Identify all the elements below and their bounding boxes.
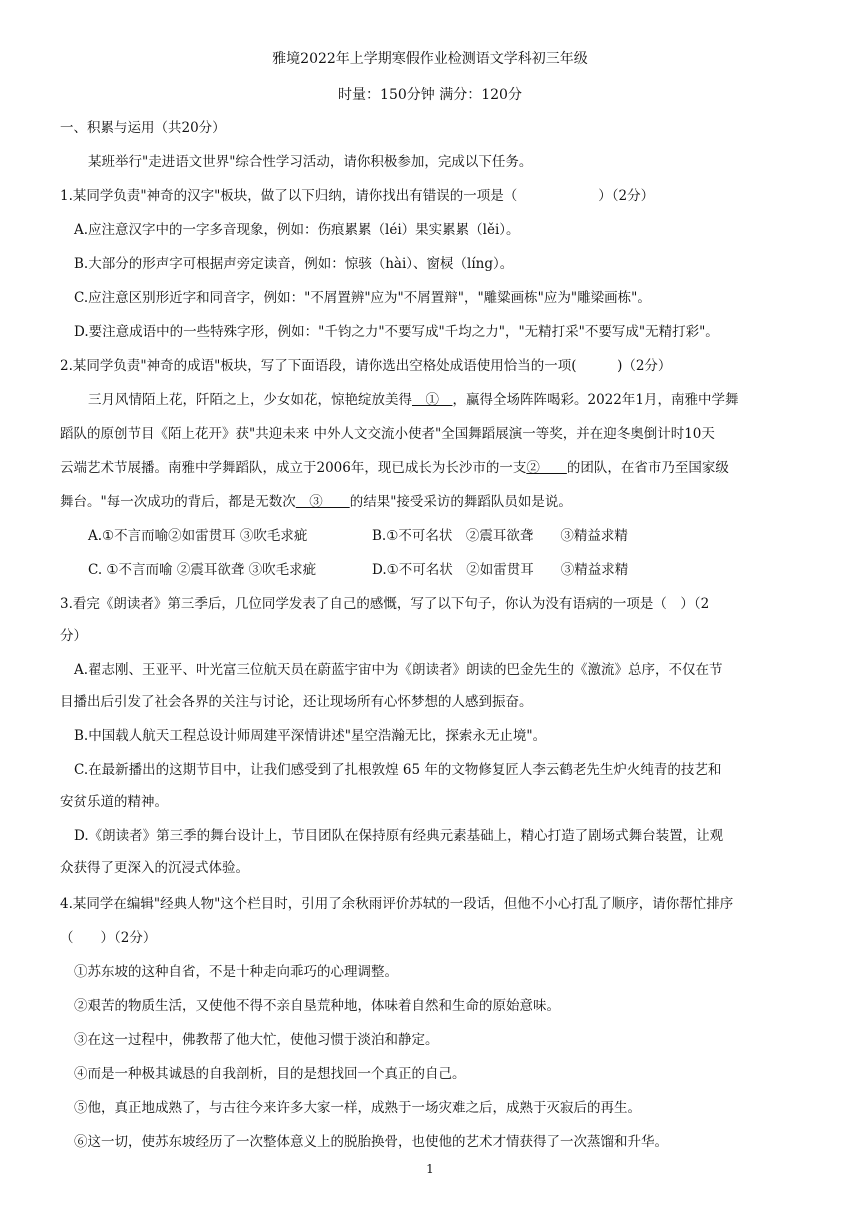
question-2-option-d: D.①不可名状 ②如雷贯耳 ③精益求精	[372, 562, 629, 578]
exam-time-score: 时量：150分钟 满分：120分	[338, 87, 522, 103]
exam-title: 雅境2022年上学期寒假作业检测语文学科初三年级	[272, 51, 588, 67]
question-2-passage-line-4	[60, 492, 800, 512]
page-number: 1	[426, 1162, 434, 1176]
question-1-option-c: C.应注意区别形近字和同音字，例如："不屑置辨"应为"不屑置辩"，"雕粱画栋"应为"雕梁画栋"。	[74, 290, 651, 306]
question-4-stem: 4.某同学在编辑"经典人物"这个栏目时，引用了余秋雨评价苏轼的一段话，但他不小心打乱了顺序，请你帮忙排序	[60, 896, 734, 912]
question-4-sentence-5: ⑤他，真正地成熟了，与古往今来许多大家一样，成熟于一场灾难之后，成熟于灭寂后的再生。	[74, 1100, 641, 1116]
question-4-sentence-2: ②艰苦的物质生活，又使他不得不亲自垦荒种地，体味着自然和生命的原始意味。	[74, 998, 560, 1014]
question-3-option-a-cont: 目播出后引发了社会各界的关注与讨论，还让现场所有心怀梦想的人感到振奋。	[60, 694, 533, 710]
question-4-sentence-6: ⑥这一切，使苏东坡经历了一次整体意义上的脱胎换骨，也使他的艺术才情获得了一次蒸馏和升华。	[74, 1134, 668, 1150]
passage-text: 的结果"接受采访的舞蹈队员如是说。	[349, 494, 572, 510]
blank-1: ①	[412, 392, 453, 408]
question-2-option-a: A.①不言而喻②如雷贯耳 ③吹毛求疵	[88, 528, 308, 544]
question-2-stem: 2.某同学负责"神奇的成语"板块，写了下面语段，请你选出空格处成语使用恰当的一项( )（2分）	[60, 358, 672, 374]
question-2-passage-line-1	[88, 390, 800, 410]
question-4-sentence-1: ①苏东坡的这种自省，不是十种走向乖巧的心理调整。	[74, 964, 398, 980]
question-3-option-c: C.在最新播出的这期节目中，让我们感受到了扎根敦煌 65 年的文物修复匠人李云鹤老先生炉火纯青的技艺和	[74, 762, 722, 778]
passage-text: ，赢得全场阵阵喝彩。2022年1月，南雅中学舞	[452, 392, 739, 408]
question-2-options-row-1	[88, 526, 800, 546]
question-4-stem-cont: （ ）（2分）	[60, 930, 157, 946]
question-2-option-c: C. ①不言而喻 ②震耳欲聋 ③吹毛求疵	[88, 562, 317, 578]
question-3-option-a: A.翟志刚、王亚平、叶光富三位航天员在蔚蓝宇宙中为《朗读者》朗读的巴金先生的《激流》总序，不仅在节	[74, 662, 723, 678]
question-1-option-a: A.应注意汉字中的一字多音现象，例如：伤痕累累（léi）果实累累（lěi）。	[74, 222, 520, 238]
blank-3: ③	[295, 494, 350, 510]
question-3-option-d: D.《朗读者》第三季的舞台设计上，节目团队在保持原有经典元素基础上，精心打造了剧场式舞台装置，让观	[74, 828, 724, 844]
blank-2: ②	[526, 460, 567, 476]
section-intro: 某班举行"走进语文世界"综合性学习活动，请你积极参加，完成以下任务。	[88, 154, 533, 170]
question-1-option-d: D.要注意成语中的一些特殊字形，例如："千钧之力"不要写成"千均之力"，"无精打采"不要写成"无精打彩"。	[74, 324, 719, 340]
passage-text: 三月风情陌上花，阡陌之上，少女如花，惊艳绽放美得	[88, 392, 412, 408]
question-2-passage-line-3	[60, 458, 800, 478]
question-3-stem: 3.看完《朗读者》第三季后，几位同学发表了自己的感慨，写了以下句子，你认为没有语病的一项是（ ）（2	[60, 596, 710, 612]
question-3-option-d-cont: 众获得了更深入的沉浸式体验。	[60, 860, 249, 876]
question-4-sentence-3: ③在这一过程中，佛教帮了他大忙，使他习惯于淡泊和静定。	[74, 1032, 439, 1048]
question-3-option-b: B.中国载人航天工程总设计师周建平深情讲述"星空浩瀚无比，探索永无止境"。	[74, 728, 547, 744]
question-3-stem-cont: 分）	[60, 628, 87, 644]
question-1-stem: 1.某同学负责"神奇的汉字"板块，做了以下归纳，请你找出有错误的一项是（ ）（2分）	[60, 188, 655, 204]
passage-text: 云端艺术节展播。南雅中学舞蹈队，成立于2006年，现已成长为长沙市的一支	[60, 460, 527, 476]
question-3-option-c-cont: 安贫乐道的精神。	[60, 794, 168, 810]
question-2-options-row-2	[88, 560, 800, 580]
question-1-option-b: B.大部分的形声字可根据声旁定读音，例如：惊骇（hài）、窗棂（líng）。	[74, 256, 514, 272]
question-4-sentence-4: ④而是一种极其诚恳的自我剖析，目的是想找回一个真正的自己。	[74, 1066, 466, 1082]
passage-text: 舞台。"每一次成功的背后，都是无数次	[60, 494, 296, 510]
section-heading: 一、积累与运用（共20分）	[60, 120, 226, 136]
passage-text: 的团队，在省市乃至国家级	[566, 460, 729, 476]
question-2-passage-line-2: 蹈队的原创节目《陌上花开》获"共迎未来 中外人文交流小使者"全国舞蹈展演一等奖，并在迎冬奥倒计时10天	[60, 426, 715, 442]
question-2-option-b: B.①不可名状 ②震耳欲聋 ③精益求精	[372, 528, 628, 544]
